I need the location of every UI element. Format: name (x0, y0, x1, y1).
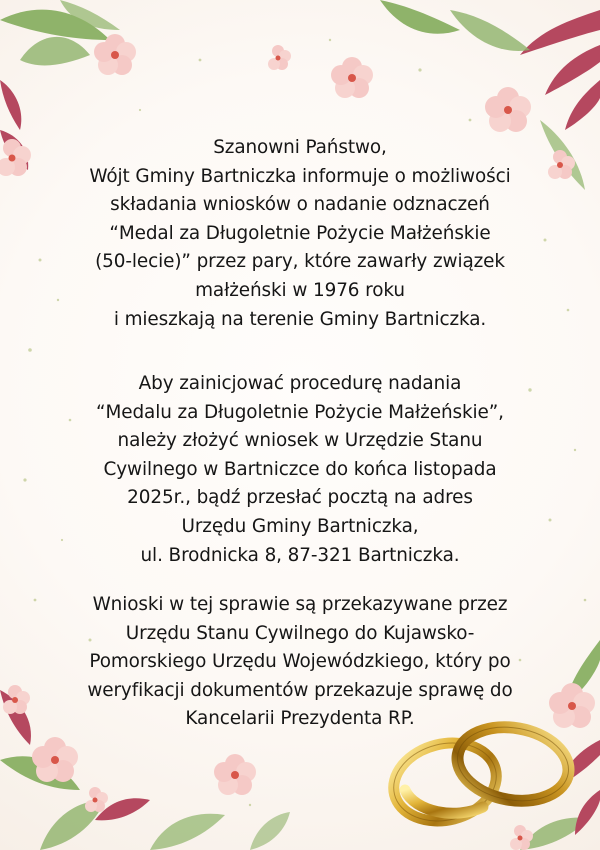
leaf-branch-icon (520, 10, 600, 130)
text-line: należy złożyć wniosek w Urzędzie Stanu (117, 430, 483, 452)
text-line: “Medalu za Długoletnie Pożycie Małżeńskie”, (96, 401, 504, 423)
text-line: małżeński w 1976 roku (195, 279, 405, 301)
text-line: Urzędu Stanu Cywilnego do Kujawsko- (125, 622, 475, 644)
text-line: 2025r., bądź przesłać pocztą na adres (127, 487, 473, 509)
text-line: Urzędu Gminy Bartniczka, (181, 515, 419, 537)
text-line: Aby zainicjować procedurę nadania (138, 373, 462, 394)
text-line: składania wniosków o nadanie odznaczeń (110, 194, 490, 216)
text-line: Szanowni Państwo, (213, 137, 387, 158)
text-line: Wójt Gminy Bartniczka informuje o możliwości (89, 165, 511, 187)
text-line: (50-lecie)” przez pary, które zawarły związek (95, 251, 505, 273)
text-line: Kancelarii Prezydenta RP. (185, 708, 415, 730)
text-line: i mieszkają na terenie Gminy Bartniczka. (113, 308, 487, 330)
text-line: “Medal za Długoletnie Pożycie Małżeńskie (109, 222, 491, 244)
text-line: Cywilnego w Bartniczce do końca listopada (103, 458, 497, 480)
text-line: Wnioski w tej sprawie są przekazywane przez (92, 594, 508, 615)
text-line: weryfikacji dokumentów przekazuje sprawę do (87, 679, 513, 701)
paragraph-intro (30, 134, 570, 334)
text-line: ul. Brodnicka 8, 87-321 Bartniczka. (140, 544, 460, 566)
paragraph-procedure (30, 370, 570, 570)
text-line: Pomorskiego Urzędu Wojewódzkiego, który po (89, 651, 511, 673)
wedding-rings-icon (385, 712, 585, 832)
